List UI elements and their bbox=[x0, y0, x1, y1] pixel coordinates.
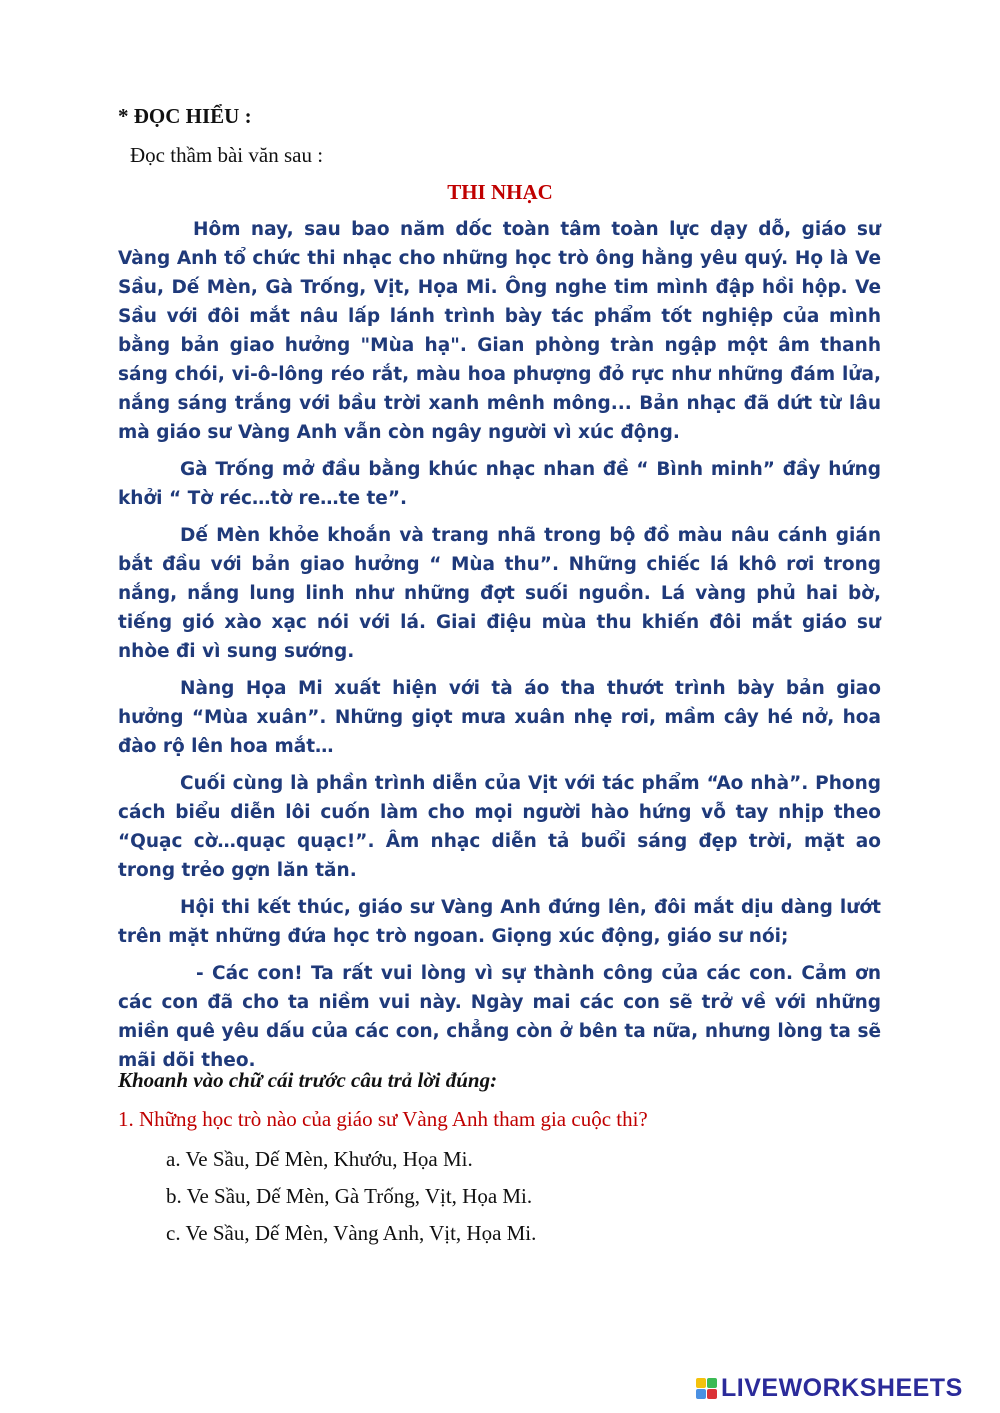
answer-option-b[interactable]: b. Ve Sầu, Dế Mèn, Gà Trống, Vịt, Họa Mi. bbox=[166, 1184, 533, 1208]
logo-tile bbox=[707, 1378, 717, 1388]
liveworksheets-logo-icon bbox=[696, 1378, 717, 1399]
story-paragraph: Hội thi kết thúc, giáo sư Vàng Anh đứng lên, đôi mắt dịu dàng lướt trên mặt những đứa học trò ngoan. Giọng xúc động, giáo sư nói; bbox=[118, 897, 881, 947]
story-paragraph: Hôm nay, sau bao năm dốc toàn tâm toàn lực dạy dỗ, giáo sư Vàng Anh tổ chức thi nhạc cho những học trò ông hằng yêu quý. Họ là Ve Sầu, Dế Mèn, Gà Trống, Vịt, Họa Mi. Ông nghe tim mình đập hồi hộp. Ve Sầu với đôi mắt nâu lấp lánh trình bày tác phẩm tốt nghiệp của mình bằng bản giao hưởng "Mùa hạ". Gian phòng tràn ngập một âm thanh sáng chói, vi-ô-lông réo rắt, màu hoa phượng đỏ rực như những đám lửa, nắng sáng trắng với bầu trời xanh mênh mông... Bản nhạc đã dứt từ lâu mà giáo sư Vàng Anh vẫn còn ngây người vì xúc động. bbox=[118, 219, 881, 443]
answer-option-c[interactable]: c. Ve Sầu, Dế Mèn, Vàng Anh, Vịt, Họa Mi. bbox=[166, 1221, 537, 1245]
brand-wordmark: LIVEWORKSHEETS bbox=[721, 1374, 963, 1402]
logo-tile bbox=[707, 1389, 717, 1399]
liveworksheets-brand bbox=[696, 1374, 963, 1403]
section-title: * ĐỌC HIỂU : bbox=[118, 104, 252, 128]
reading-instruction: Đọc thầm bài văn sau : bbox=[130, 143, 324, 167]
exercise-instruction: Khoanh vào chữ cái trước câu trả lời đúng: bbox=[118, 1068, 498, 1092]
story-paragraph: - Các con! Ta rất vui lòng vì sự thành công của các con. Cảm ơn các con đã cho ta niềm vui này. Ngày mai các con sẽ trở về với những miền quê yêu dấu của các con, chẳng còn ở bên ta nữa, nhưng lòng ta sẽ mãi dõi theo. bbox=[118, 963, 881, 1071]
answer-options bbox=[166, 1144, 536, 1255]
logo-tile bbox=[696, 1378, 706, 1388]
story-paragraph: Gà Trống mở đầu bằng khúc nhạc nhan đề “ Bình minh” đầy hứng khởi “ Tờ réc…tờ re…te te”. bbox=[118, 459, 881, 509]
story-paragraph: Dế Mèn khỏe khoắn và trang nhã trong bộ đồ màu nâu cánh gián bắt đầu với bản giao hưởng “ Mùa thu”. Những chiếc lá khô rơi trong nắng, nắng lung linh như những đợt suối nguồn. Lá vàng phủ hai bờ, tiếng gió xào xạc nói với lá. Giai điệu mùa thu khiến đôi mắt giáo sư nhòe đi vì sung sướng. bbox=[118, 525, 881, 662]
story-body bbox=[118, 215, 881, 1083]
story-paragraph: Nàng Họa Mi xuất hiện với tà áo tha thướt trình bày bản giao hưởng “Mùa xuân”. Những giọt mưa xuân nhẹ rơi, mầm cây hé nở, hoa đào rộ lên hoa mắt… bbox=[118, 678, 881, 757]
logo-tile bbox=[696, 1389, 706, 1399]
answer-option-a[interactable]: a. Ve Sầu, Dế Mèn, Khướu, Họa Mi. bbox=[166, 1147, 473, 1171]
story-title: THI NHẠC bbox=[447, 180, 553, 204]
question-1: 1. Những học trò nào của giáo sư Vàng Anh tham gia cuộc thi? bbox=[118, 1107, 648, 1131]
story-paragraph: Cuối cùng là phần trình diễn của Vịt với tác phẩm “Ao nhà”. Phong cách biểu diễn lôi cuốn làm cho mọi người hào hứng vỗ tay nhịp theo “Quạc cờ…quạc quạc!”. Âm nhạc diễn tả buổi sáng đẹp trời, mặt ao trong trẻo gợn lăn tăn. bbox=[118, 773, 881, 881]
